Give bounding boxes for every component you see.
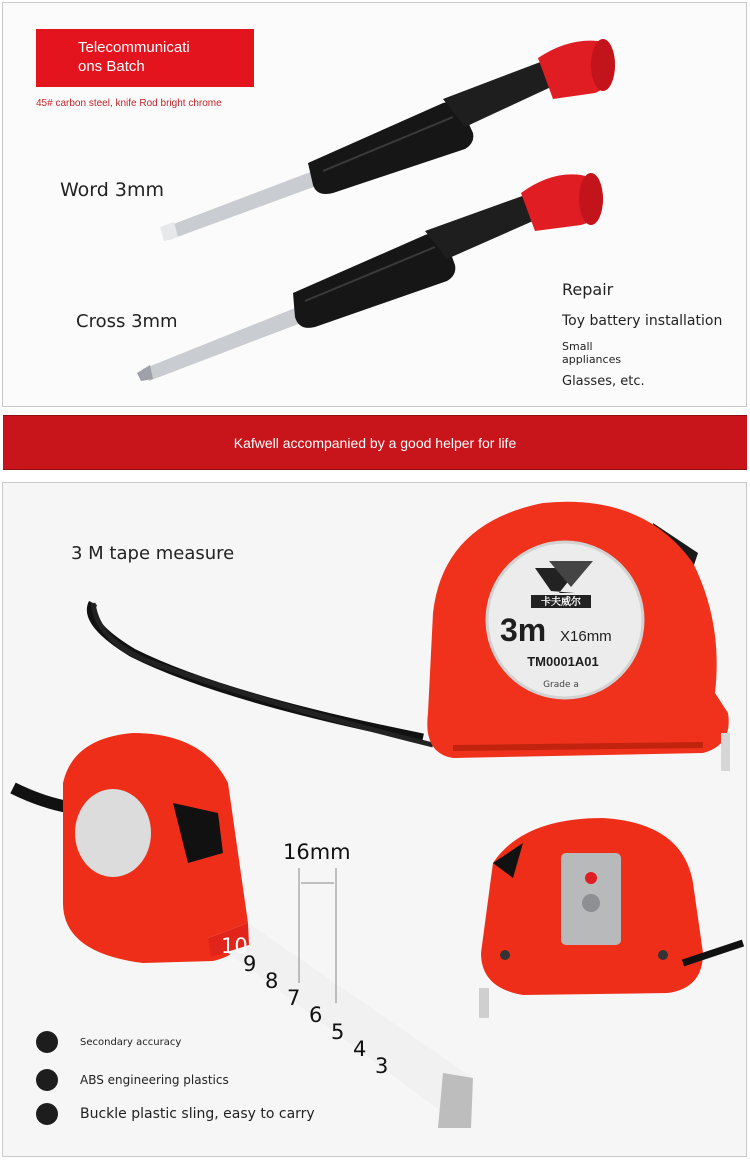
case-brand-text: 卡夫威尔 [541, 597, 581, 608]
tape-width-label: 16mm [283, 840, 351, 864]
batch-badge [36, 29, 254, 87]
use-item: Toy battery installation [562, 313, 723, 329]
feature-text: ABS engineering plastics [80, 1073, 229, 1087]
feature-item [36, 1103, 315, 1125]
lanyard-image [91, 603, 423, 738]
tape-number: 7 [287, 986, 301, 1010]
feature-text: Buckle plastic sling, easy to carry [80, 1106, 315, 1122]
bullet-dot-icon [36, 1069, 58, 1091]
tape-case-large-image [427, 502, 730, 771]
use-item: Small appliances [562, 340, 622, 366]
bullet-dot-icon [36, 1031, 58, 1053]
feature-text: Secondary accuracy [80, 1036, 182, 1048]
feature-item [36, 1031, 181, 1053]
case-size-big-text: 3m [500, 612, 547, 648]
tape-measure-illustration [3, 483, 747, 1157]
tape-number: 10 [221, 934, 248, 958]
material-subtitle: 45# carbon steel, knife Rod bright chrome [36, 98, 222, 109]
case-size-small-text: X16mm [560, 628, 612, 645]
word-screwdriver-label: Word 3mm [60, 179, 164, 201]
batch-badge-line2: ons Batch [78, 58, 145, 75]
cross-screwdriver-label: Cross 3mm [76, 311, 178, 332]
case-model-text: TM0001A01 [527, 654, 599, 669]
bullet-dot-icon [36, 1103, 58, 1125]
use-item: Glasses, etc. [562, 374, 645, 389]
tape-measure-title: 3 M tape measure [71, 543, 235, 564]
case-grade-text: Grade a [543, 680, 579, 690]
tape-number: 4 [353, 1037, 367, 1061]
tape-case-back-image [479, 818, 743, 1018]
feature-item [36, 1069, 229, 1091]
use-item: Repair [562, 280, 614, 299]
cross-screwdriver-image [137, 173, 603, 381]
screwdriver-panel [2, 2, 747, 407]
tape-number: 5 [331, 1020, 345, 1044]
tape-number: 8 [265, 969, 279, 993]
batch-badge-line1: Telecommunicati [78, 39, 190, 56]
tape-number: 9 [243, 952, 257, 976]
tape-measure-panel [2, 482, 747, 1157]
tape-number: 6 [309, 1003, 323, 1027]
tape-number: 3 [375, 1054, 389, 1078]
slogan-banner: Kafwell accompanied by a good helper for life [3, 415, 747, 470]
